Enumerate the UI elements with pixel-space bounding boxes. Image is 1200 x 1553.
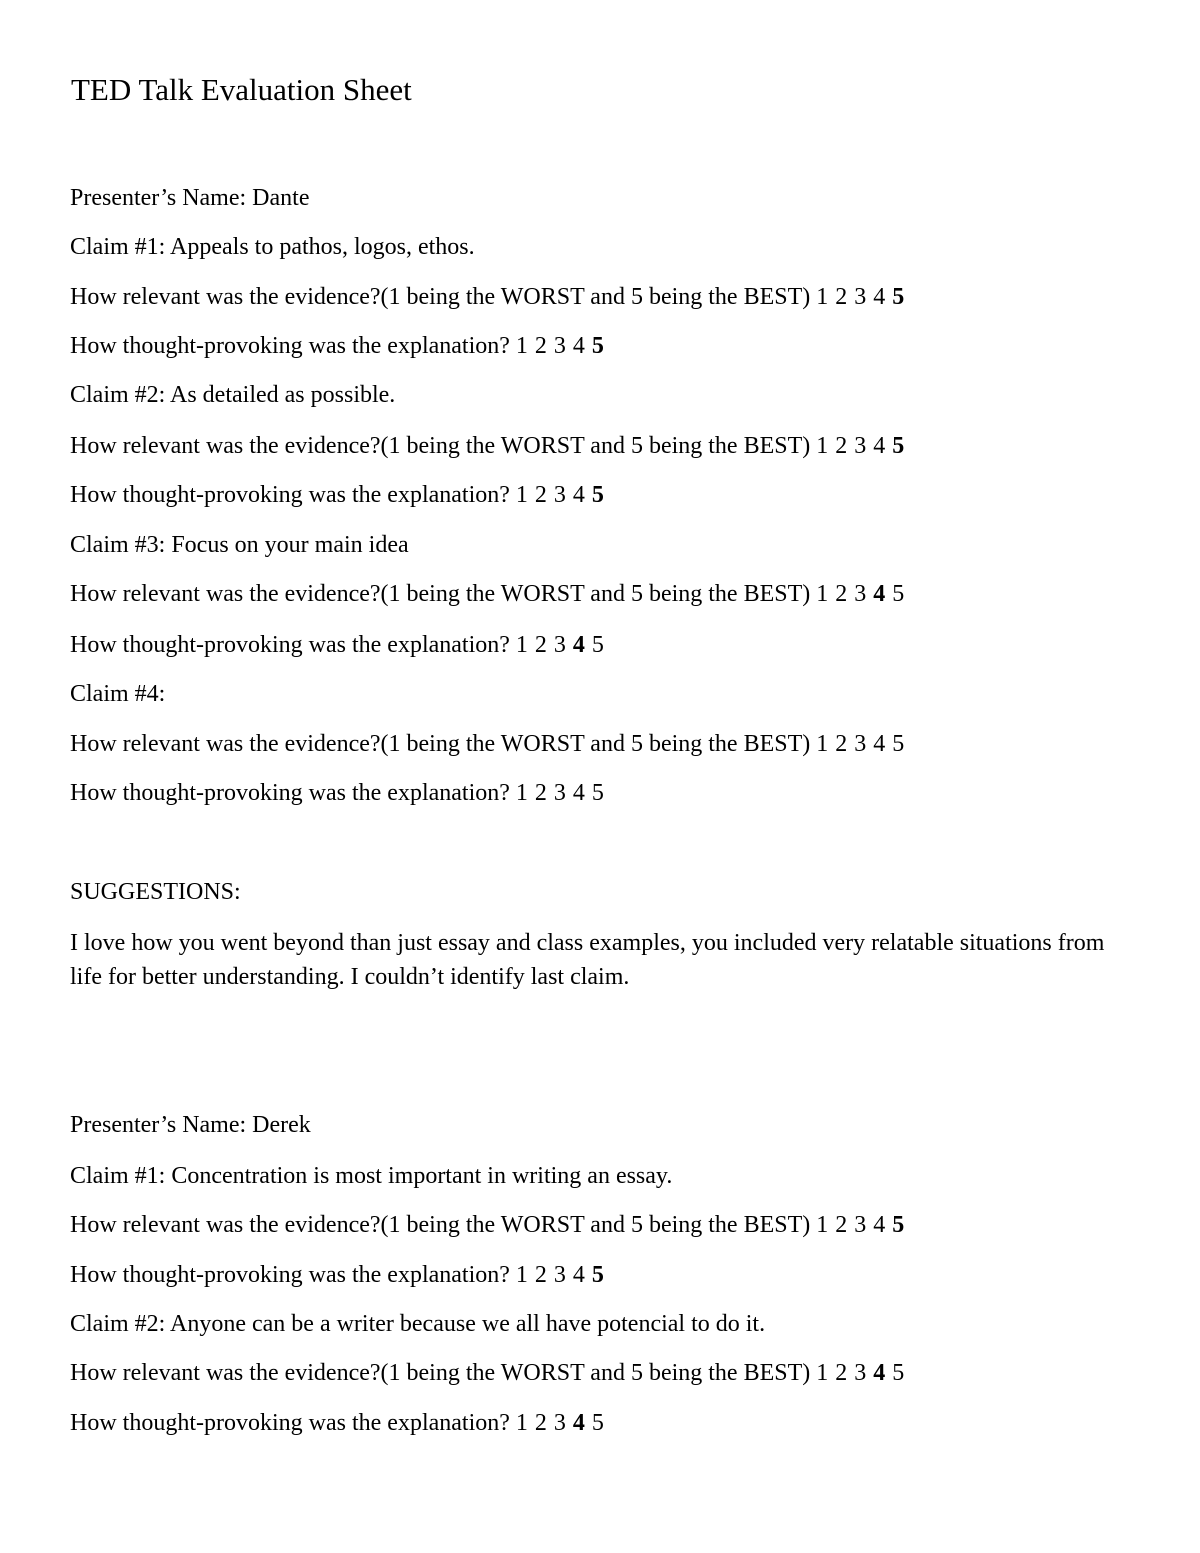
claim-label: Claim #2: As detailed as possible.	[70, 382, 396, 408]
evidence-rating-row	[70, 282, 911, 312]
rating-scale	[816, 729, 911, 759]
rating-option-5: 5	[892, 1212, 905, 1238]
rating-scale	[816, 1210, 911, 1240]
rating-option-2: 2	[835, 1212, 848, 1238]
rating-option-2: 2	[534, 632, 547, 658]
evidence-rating-row	[70, 579, 911, 609]
rating-option-3: 3	[553, 1410, 566, 1436]
rating-option-1: 1	[816, 731, 829, 757]
explanation-question: How thought-provoking was the explanation?	[70, 482, 510, 508]
rating-option-2: 2	[835, 1360, 848, 1386]
rating-scale	[816, 282, 911, 312]
explanation-rating-row	[70, 331, 611, 361]
explanation-rating-row	[70, 1260, 611, 1290]
rating-option-1: 1	[515, 333, 528, 359]
rating-option-4: 4	[873, 433, 886, 459]
rating-option-4: 4	[572, 482, 585, 508]
rating-option-5: 5	[892, 731, 905, 757]
rating-option-1: 1	[816, 1212, 829, 1238]
evidence-rating-row	[70, 729, 911, 759]
rating-option-3: 3	[553, 632, 566, 658]
claim-label: Claim #1: Concentration is most important in writing an essay.	[70, 1163, 673, 1189]
rating-option-5: 5	[892, 433, 905, 459]
rating-option-1: 1	[515, 482, 528, 508]
explanation-rating-row	[70, 630, 611, 660]
rating-option-1: 1	[515, 1410, 528, 1436]
rating-option-2: 2	[835, 731, 848, 757]
rating-option-5: 5	[892, 581, 905, 607]
evidence-rating-row	[70, 1358, 911, 1388]
rating-option-4: 4	[572, 1262, 585, 1288]
rating-option-2: 2	[835, 433, 848, 459]
evidence-question: How relevant was the evidence?(1 being the WORST and 5 being the BEST)	[70, 433, 811, 459]
explanation-question: How thought-provoking was the explanation?	[70, 333, 510, 359]
claim-label: Claim #4:	[70, 681, 166, 707]
rating-option-3: 3	[553, 482, 566, 508]
rating-option-4: 4	[873, 731, 886, 757]
presenter-name: Presenter’s Name: Dante	[70, 185, 310, 211]
rating-option-3: 3	[854, 1360, 867, 1386]
evidence-rating-row	[70, 431, 911, 461]
evidence-question: How relevant was the evidence?(1 being the WORST and 5 being the BEST)	[70, 284, 811, 310]
claim-label: Claim #3: Focus on your main idea	[70, 532, 409, 558]
rating-option-1: 1	[515, 632, 528, 658]
rating-option-5: 5	[591, 1410, 604, 1436]
evidence-question: How relevant was the evidence?(1 being the WORST and 5 being the BEST)	[70, 581, 811, 607]
rating-option-2: 2	[534, 1410, 547, 1436]
rating-option-2: 2	[534, 780, 547, 806]
rating-option-3: 3	[854, 284, 867, 310]
rating-option-1: 1	[816, 581, 829, 607]
explanation-question: How thought-provoking was the explanation?	[70, 1262, 510, 1288]
evidence-rating-row	[70, 1210, 911, 1240]
document-title: TED Talk Evaluation Sheet	[71, 72, 412, 107]
rating-option-2: 2	[534, 482, 547, 508]
rating-option-5: 5	[892, 284, 905, 310]
rating-option-3: 3	[854, 1212, 867, 1238]
explanation-question: How thought-provoking was the explanation?	[70, 632, 510, 658]
rating-option-4: 4	[873, 1360, 886, 1386]
rating-scale	[816, 431, 911, 461]
rating-option-4: 4	[873, 284, 886, 310]
rating-option-5: 5	[591, 780, 604, 806]
rating-option-5: 5	[591, 1262, 604, 1288]
suggestions-heading: SUGGESTIONS:	[70, 879, 241, 905]
explanation-question: How thought-provoking was the explanation?	[70, 1410, 510, 1436]
explanation-rating-row	[70, 480, 611, 510]
rating-option-5: 5	[591, 333, 604, 359]
rating-option-4: 4	[572, 1410, 585, 1436]
rating-option-4: 4	[873, 1212, 886, 1238]
rating-option-5: 5	[591, 482, 604, 508]
rating-option-2: 2	[835, 581, 848, 607]
rating-option-4: 4	[572, 333, 585, 359]
explanation-rating-row	[70, 778, 611, 808]
rating-scale	[516, 331, 611, 361]
rating-option-4: 4	[572, 780, 585, 806]
evidence-question: How relevant was the evidence?(1 being the WORST and 5 being the BEST)	[70, 731, 811, 757]
rating-option-3: 3	[854, 433, 867, 459]
rating-scale	[516, 630, 611, 660]
rating-option-3: 3	[553, 780, 566, 806]
rating-scale	[516, 1408, 611, 1438]
rating-scale	[516, 1260, 611, 1290]
rating-option-5: 5	[591, 632, 604, 658]
rating-option-1: 1	[515, 1262, 528, 1288]
explanation-question: How thought-provoking was the explanation?	[70, 780, 510, 806]
rating-option-5: 5	[892, 1360, 905, 1386]
rating-option-4: 4	[572, 632, 585, 658]
rating-option-1: 1	[816, 284, 829, 310]
presenter-name: Presenter’s Name: Derek	[70, 1112, 311, 1138]
rating-option-3: 3	[854, 581, 867, 607]
explanation-rating-row	[70, 1408, 611, 1438]
claim-label: Claim #1: Appeals to pathos, logos, ethos.	[70, 234, 475, 260]
evidence-question: How relevant was the evidence?(1 being the WORST and 5 being the BEST)	[70, 1360, 811, 1386]
rating-scale	[516, 778, 611, 808]
rating-option-3: 3	[553, 1262, 566, 1288]
rating-option-3: 3	[854, 731, 867, 757]
rating-option-2: 2	[534, 1262, 547, 1288]
suggestions-text: I love how you went beyond than just essay and class examples, you included very relatable situations from life for better understanding. I couldn’t identify last claim.	[70, 930, 1105, 990]
rating-option-1: 1	[515, 780, 528, 806]
rating-option-3: 3	[553, 333, 566, 359]
rating-scale	[816, 1358, 911, 1388]
rating-option-2: 2	[835, 284, 848, 310]
rating-option-2: 2	[534, 333, 547, 359]
rating-option-4: 4	[873, 581, 886, 607]
claim-label: Claim #2: Anyone can be a writer because we all have potencial to do it.	[70, 1311, 766, 1337]
rating-option-1: 1	[816, 433, 829, 459]
rating-option-1: 1	[816, 1360, 829, 1386]
evidence-question: How relevant was the evidence?(1 being the WORST and 5 being the BEST)	[70, 1212, 811, 1238]
rating-scale	[516, 480, 611, 510]
rating-scale	[816, 579, 911, 609]
